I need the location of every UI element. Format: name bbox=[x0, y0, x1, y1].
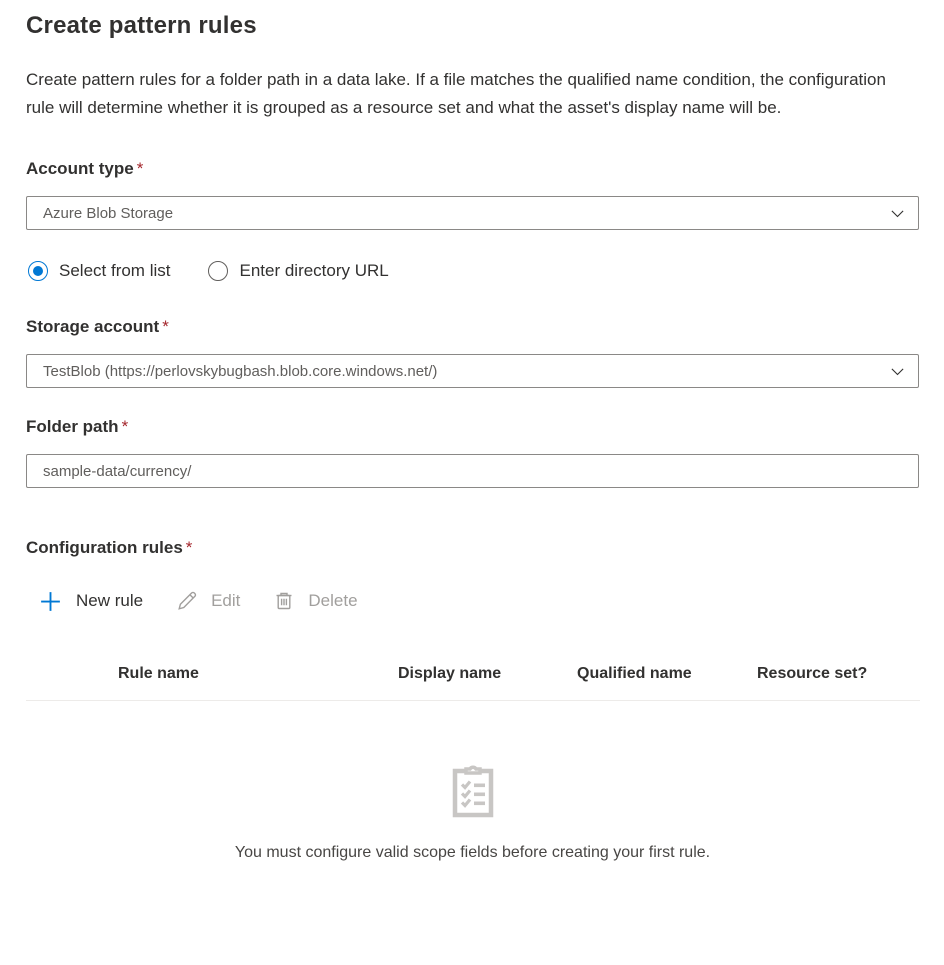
delete-button[interactable]: Delete bbox=[273, 590, 357, 612]
page-title: Create pattern rules bbox=[26, 12, 257, 39]
empty-state-message: You must configure valid scope fields before creating your first rule. bbox=[234, 844, 711, 861]
chevron-down-icon bbox=[890, 206, 905, 221]
rules-empty-state bbox=[26, 761, 919, 862]
column-header-rule-name[interactable]: Rule name bbox=[118, 665, 199, 682]
radio-circle-icon bbox=[208, 261, 228, 281]
required-asterisk: * bbox=[121, 417, 129, 436]
radio-label: Select from list bbox=[59, 261, 171, 280]
account-type-label: Account type * bbox=[26, 159, 144, 178]
radio-circle-icon bbox=[28, 261, 48, 281]
folder-path-label: Folder path * bbox=[26, 417, 129, 436]
pencil-icon bbox=[176, 590, 198, 612]
storage-account-dropdown[interactable] bbox=[26, 354, 919, 388]
column-header-qualified-name[interactable]: Qualified name bbox=[577, 665, 692, 682]
rules-table-header bbox=[118, 665, 919, 683]
radio-select-from-list[interactable] bbox=[28, 261, 170, 281]
required-asterisk: * bbox=[136, 159, 144, 178]
page-description: Create pattern rules for a folder path in a data lake. If a file matches the qualified name condition, the configuration rule will determine whether it is grouped as a resource set and what the asset's display name will be. bbox=[26, 70, 886, 117]
account-type-dropdown[interactable] bbox=[26, 196, 919, 230]
required-asterisk: * bbox=[185, 538, 193, 557]
rules-toolbar bbox=[38, 584, 919, 618]
edit-button[interactable]: Edit bbox=[176, 590, 240, 612]
storage-account-value: TestBlob (https://perlovskybugbash.blob.core.windows.net/) bbox=[43, 362, 438, 380]
column-header-resource-set[interactable]: Resource set? bbox=[757, 665, 868, 682]
configuration-rules-label: Configuration rules * bbox=[26, 538, 193, 557]
new-rule-button[interactable]: New rule bbox=[38, 589, 143, 614]
folder-path-input[interactable] bbox=[26, 454, 919, 488]
radio-enter-directory-url[interactable] bbox=[208, 261, 388, 281]
radio-label: Enter directory URL bbox=[239, 261, 389, 280]
table-divider bbox=[26, 700, 920, 701]
clipboard-checklist-icon bbox=[449, 761, 497, 824]
account-type-value: Azure Blob Storage bbox=[43, 204, 174, 222]
plus-icon bbox=[38, 589, 63, 614]
required-asterisk: * bbox=[162, 317, 169, 336]
chevron-down-icon bbox=[890, 364, 905, 379]
source-mode-radio-group bbox=[28, 261, 919, 281]
trash-icon bbox=[273, 590, 295, 612]
storage-account-label: Storage account * bbox=[26, 317, 169, 336]
column-header-display-name[interactable]: Display name bbox=[398, 665, 502, 682]
